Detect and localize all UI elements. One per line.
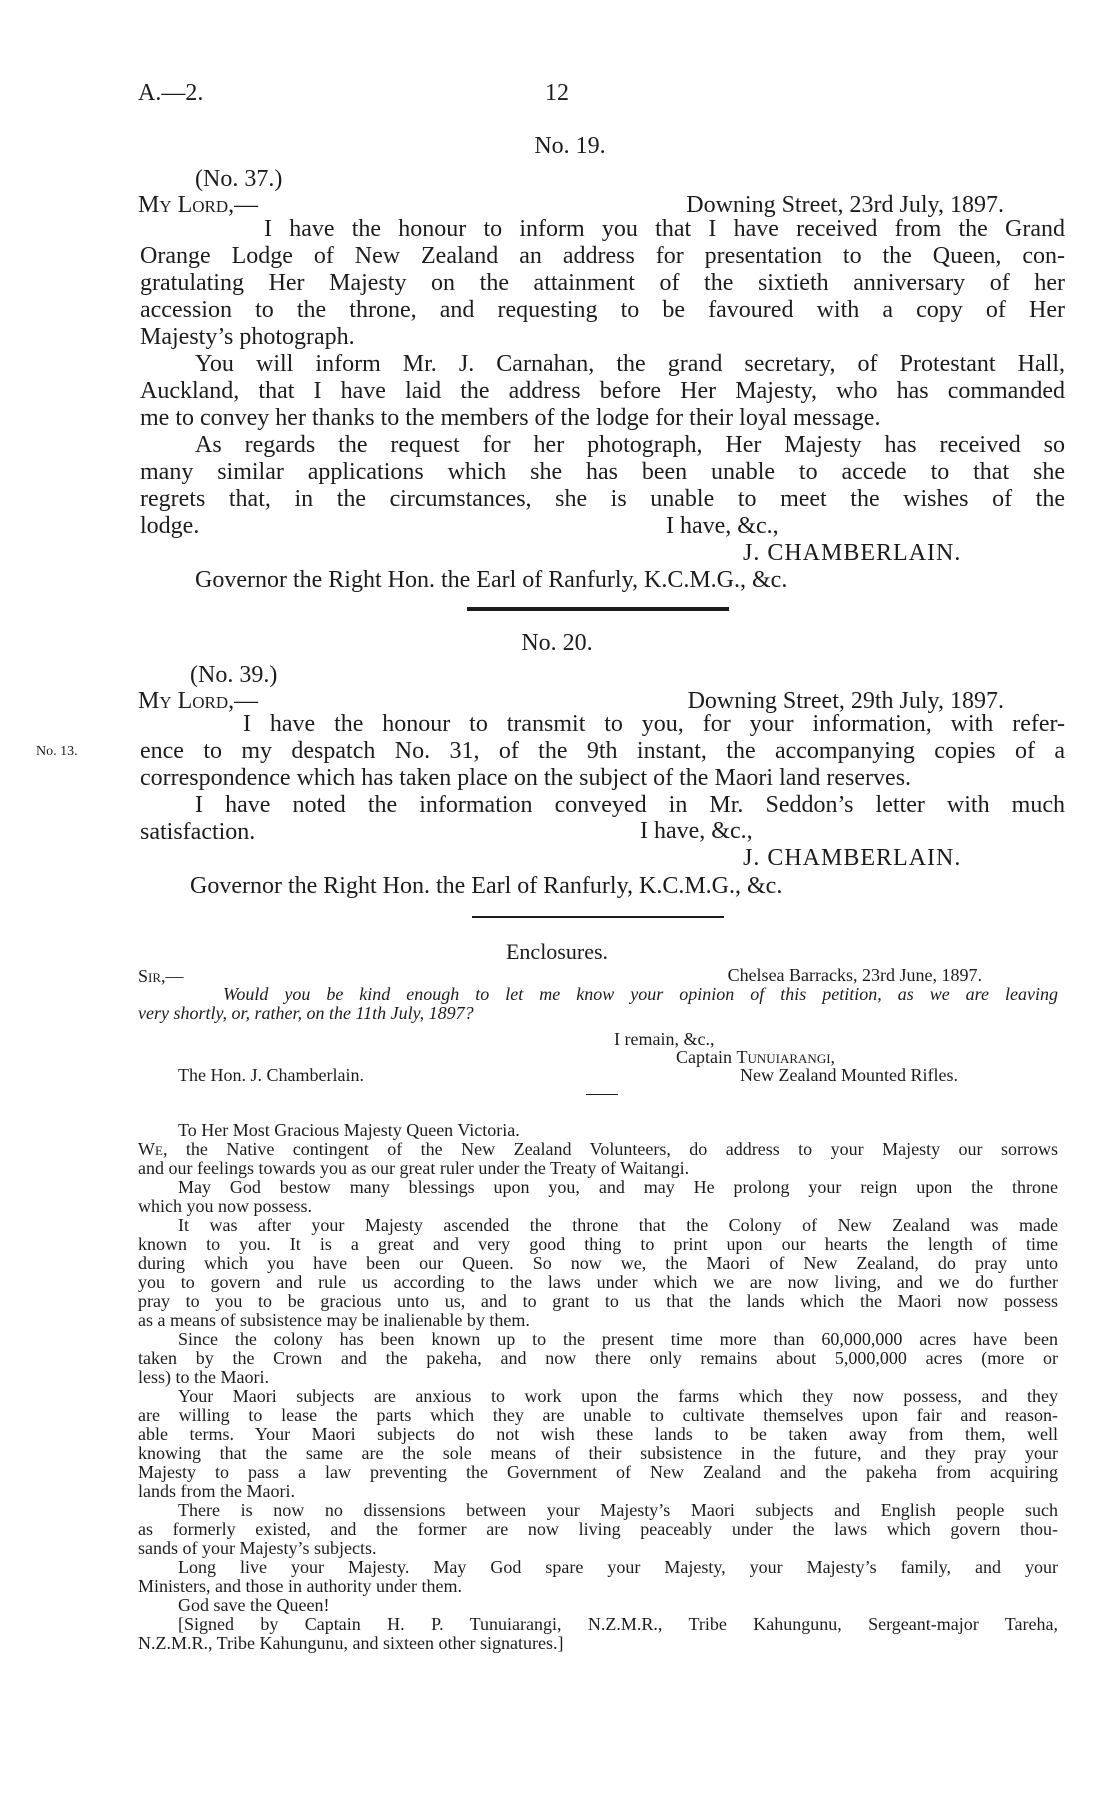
body-line: lodge. [140, 513, 200, 539]
body-line: known to you. It is a great and very good thing to print upon our hearts the length of time [138, 1234, 1058, 1254]
dispatch-19-signature: J. CHAMBERLAIN. [743, 540, 962, 566]
body-line: It was after your Majesty ascended the throne that the Colony of New Zealand was made [178, 1215, 1058, 1235]
dispatch-19-addressee: Governor the Right Hon. the Earl of Ranfurly, K.C.M.G., &c. [195, 567, 788, 593]
body-line: gratulating Her Majesty on the attainment of the sixtieth anniversary of her [140, 270, 1065, 296]
body-line: God save the Queen! [178, 1595, 330, 1615]
enclosure-closing: I remain, &c., [614, 1029, 715, 1049]
body-line: Ministers, and those in authority under them. [138, 1576, 462, 1596]
body-line: knowing that the same are the sole means of their subsistence in the future, and they pray your [138, 1443, 1058, 1463]
body-line: you to govern and rule us according to the laws under which we are now living, and we do further [138, 1272, 1058, 1292]
body-line: Would you be kind enough to let me know your opinion of this petition, as we are leaving [223, 984, 1058, 1004]
body-line: Majesty to pass a law preventing the Government of New Zealand and the pakeha from acquiring [138, 1462, 1058, 1482]
section-divider [586, 1094, 618, 1095]
enclosures-heading: Enclosures. [505, 939, 609, 964]
line-text: , the Native contingent of the New Zealand Volunteers, do address to your Majesty our sorrows [162, 1139, 1058, 1159]
body-line: taken by the Crown and the pakeha, and now there only remains about 5,000,000 acres (more or [138, 1348, 1058, 1368]
dispatch-20-ref: (No. 39.) [190, 662, 278, 688]
lead-word: We [138, 1139, 163, 1159]
body-line: accession to the throne, and requesting to be favoured with a copy of Her [140, 297, 1065, 323]
margin-note: No. 13. [36, 744, 78, 759]
body-line: satisfaction. [140, 819, 256, 845]
enclosure-addressee: The Hon. J. Chamberlain. [178, 1065, 364, 1085]
dispatch-20-addressee: Governor the Right Hon. the Earl of Ranfurly, K.C.M.G., &c. [190, 873, 783, 899]
body-line: regrets that, in the circumstances, she is unable to meet the wishes of the [140, 486, 1065, 512]
body-line: I have the honour to inform you that I have received from the Grand [264, 216, 1065, 242]
signature-rank: Captain [676, 1047, 737, 1067]
dispatch-19-ref: (No. 37.) [195, 166, 283, 192]
body-line: which you now possess. [138, 1196, 312, 1216]
body-line: are willing to lease the parts which they are unable to cultivate themselves upon fair and reason- [138, 1405, 1058, 1425]
enclosure-body [138, 985, 1058, 1023]
dispatch-19-closing: I have, &c., [666, 513, 779, 539]
body-line: Majesty’s photograph. [140, 324, 355, 350]
document-reference: A.—2. [138, 80, 204, 106]
dispatch-19-number: No. 19. [534, 133, 606, 159]
petition-body [138, 1140, 1058, 1653]
body-line: very shortly, or, rather, on the 11th July, 1897? [138, 1003, 474, 1023]
body-line: [Signed by Captain H. P. Tunuiarangi, N.Z.M.R., Tribe Kahungunu, Sergeant-major Tareha, [178, 1614, 1058, 1634]
dispatch-20-salutation: My Lord,— [138, 688, 259, 714]
body-line: sands of your Majesty’s subjects. [138, 1538, 377, 1558]
body-line: ence to my despatch No. 31, of the 9th instant, the accompanying copies of a [140, 738, 1065, 764]
body-line: I have noted the information conveyed in Mr. Seddon’s letter with much [195, 792, 1065, 818]
body-line: as formerly existed, and the former are now living peaceably under the laws which govern thou- [138, 1519, 1058, 1539]
dispatch-19-body [140, 216, 1065, 540]
signature-name: Tunuiarangi, [736, 1047, 836, 1067]
body-line: correspondence which has taken place on the subject of the Maori land reserves. [140, 765, 912, 791]
body-line: during which you have been our Queen. So now we, the Maori of New Zealand, do pray unto [138, 1253, 1058, 1273]
body-line [138, 1140, 1058, 1159]
body-line: Since the colony has been known up to the present time more than 60,000,000 acres have been [178, 1329, 1058, 1349]
section-divider [467, 607, 729, 611]
dispatch-20-closing: I have, &c., [640, 818, 753, 844]
body-line: May God bestow many blessings upon you, and may He prolong your reign upon the throne [178, 1177, 1058, 1197]
dispatch-19-place-date: Downing Street, 23rd July, 1897. [686, 192, 1004, 218]
petition-address: To Her Most Gracious Majesty Queen Victoria. [178, 1120, 520, 1140]
body-line: many similar applications which she has been unable to accede to that she [140, 459, 1065, 485]
enclosure-unit: New Zealand Mounted Rifles. [740, 1065, 958, 1085]
dispatch-20-place-date: Downing Street, 29th July, 1897. [687, 688, 1004, 714]
body-line: Your Maori subjects are anxious to work upon the farms which they now possess, and they [178, 1386, 1058, 1406]
body-line: N.Z.M.R., Tribe Kahungunu, and sixteen other signatures.] [138, 1633, 564, 1653]
body-line: and our feelings towards you as our great ruler under the Treaty of Waitangi. [138, 1158, 690, 1178]
dispatch-19-salutation: My Lord,— [138, 192, 259, 218]
enclosure-salutation: Sir,— [138, 966, 184, 986]
dispatch-20-signature: J. CHAMBERLAIN. [743, 845, 962, 871]
page-number: 12 [545, 80, 569, 106]
body-line: me to convey her thanks to the members of the lodge for their loyal message. [140, 405, 881, 431]
body-line: There is now no dissensions between your Majesty’s Maori subjects and English people such [178, 1500, 1058, 1520]
section-divider [472, 916, 724, 918]
body-line: You will inform Mr. J. Carnahan, the grand secretary, of Protestant Hall, [195, 351, 1065, 377]
body-line: I have the honour to transmit to you, for your information, with refer- [243, 711, 1065, 737]
body-line: as a means of subsistence may be inalienable by them. [138, 1310, 530, 1330]
body-line: Auckland, that I have laid the address before Her Majesty, who has commanded [140, 378, 1065, 404]
dispatch-20-body [140, 711, 1065, 846]
dispatch-20-number: No. 20. [521, 630, 593, 656]
body-line: pray to you to be gracious unto us, and to grant to us that the lands which the Maori now possess [138, 1291, 1058, 1311]
body-line: As regards the request for her photograph, Her Majesty has received so [195, 432, 1065, 458]
body-line: able terms. Your Maori subjects do not wish these lands to be taken away from them, well [138, 1424, 1058, 1444]
body-line: less) to the Maori. [138, 1367, 269, 1387]
body-line: Long live your Majesty. May God spare your Majesty, your Majesty’s family, and your [178, 1557, 1058, 1577]
body-line: Orange Lodge of New Zealand an address for presentation to the Queen, con- [140, 243, 1065, 269]
body-line: lands from the Maori. [138, 1481, 295, 1501]
enclosure-place-date: Chelsea Barracks, 23rd June, 1897. [727, 965, 982, 985]
